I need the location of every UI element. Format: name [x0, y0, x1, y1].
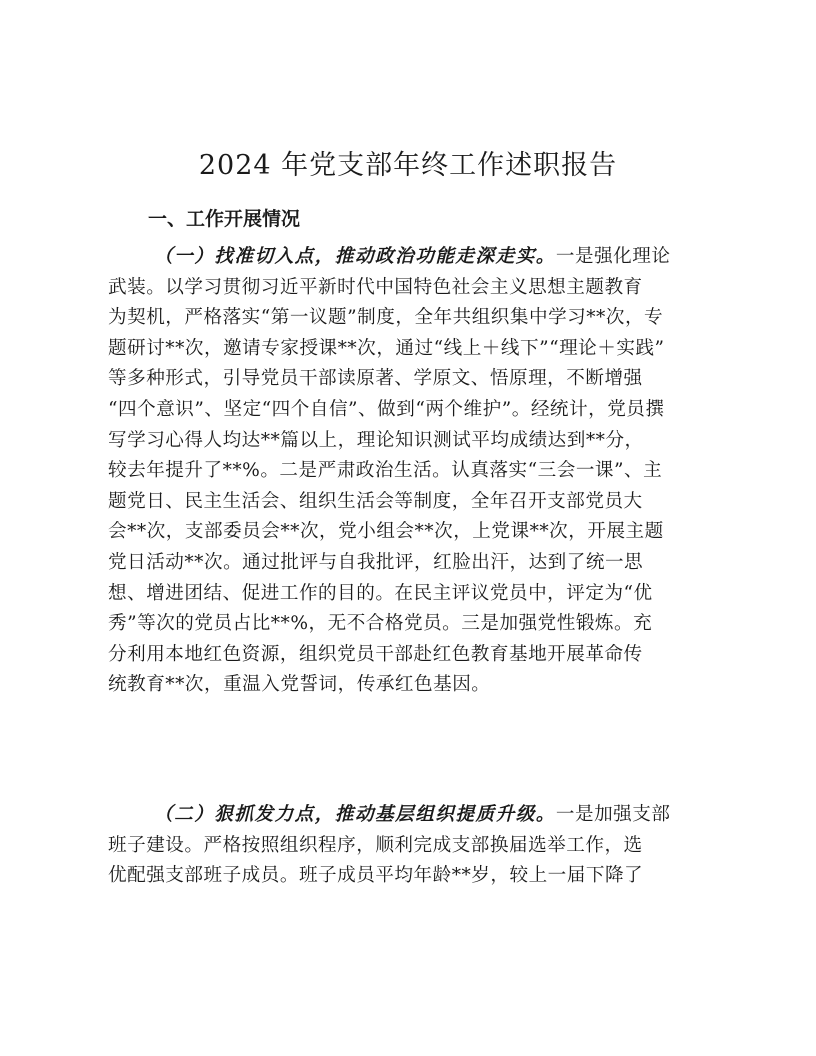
paragraph-line: 分利用本地红色资源，组织党员干部赴红色教育基地开展革命传 [108, 643, 643, 665]
paragraph-line: 会**次，支部委员会**次，党小组会**次，上党课**次，开展主题 [108, 521, 664, 543]
paragraph-line: 秀”等次的党员占比**%，无不合格党员。三是加强党性锻炼。充 [108, 613, 653, 635]
paragraph-lead: （二）狠抓发力点，推动基层组织提质升级。 [154, 804, 556, 825]
paragraph-line: 班子建设。严格按照组织程序，顺利完成支部换届选举工作，选 [108, 834, 643, 856]
paragraph-line: 等多种形式，引导党员干部读原著、学原文、悟原理，不断增强 [108, 368, 643, 390]
paragraph-line [108, 800, 712, 831]
paragraph-line: 写学习心得人均达**篇以上，理论知识测试平均成绩达到**分， [108, 429, 644, 451]
paragraph-line: 较去年提升了**%。二是严肃政治生活。认真落实“三会一课”、主 [108, 460, 663, 482]
paragraph-text: 一是强化理论 [555, 246, 671, 267]
paragraph-line: 优配强支部班子成员。班子成员平均年龄**岁，较上一届下降了 [108, 865, 644, 887]
paragraph-line: 党日活动**次。通过批评与自我批评，红脸出汗，达到了统一思 [108, 551, 644, 573]
paragraph-line: 想、增进团结、促进工作的目的。在民主评议党员中，评定为“优 [108, 582, 653, 604]
paragraph-2 [108, 800, 712, 892]
paragraph-text: 一是加强支部 [555, 804, 671, 825]
paragraph-1 [108, 242, 712, 701]
document-title: 2024 年党支部年终工作述职报告 [198, 150, 618, 181]
section-heading: 一、工作开展情况 [148, 208, 301, 230]
paragraph-line: 题研讨**次，邀请专家授课**次，通过“线上＋线下”“理论＋实践” [108, 337, 665, 359]
paragraph-lead: （一）找准切入点，推动政治功能走深走实。 [154, 246, 556, 267]
paragraph-line: 武装。以学习贯彻习近平新时代中国特色社会主义思想主题教育 [108, 276, 643, 298]
paragraph-line [108, 242, 712, 273]
paragraph-line: “四个意识”、坚定“四个自信”、做到“两个维护”。经统计，党员撰 [108, 398, 665, 420]
paragraph-line: 统教育**次，重温入党誓词，传承红色基因。 [108, 674, 491, 696]
paragraph-line: 为契机，严格落实“第一议题”制度，全年共组织集中学习**次，专 [108, 307, 664, 329]
paragraph-line: 题党日、民主生活会、组织生活会等制度，全年召开支部党员大 [108, 490, 643, 512]
